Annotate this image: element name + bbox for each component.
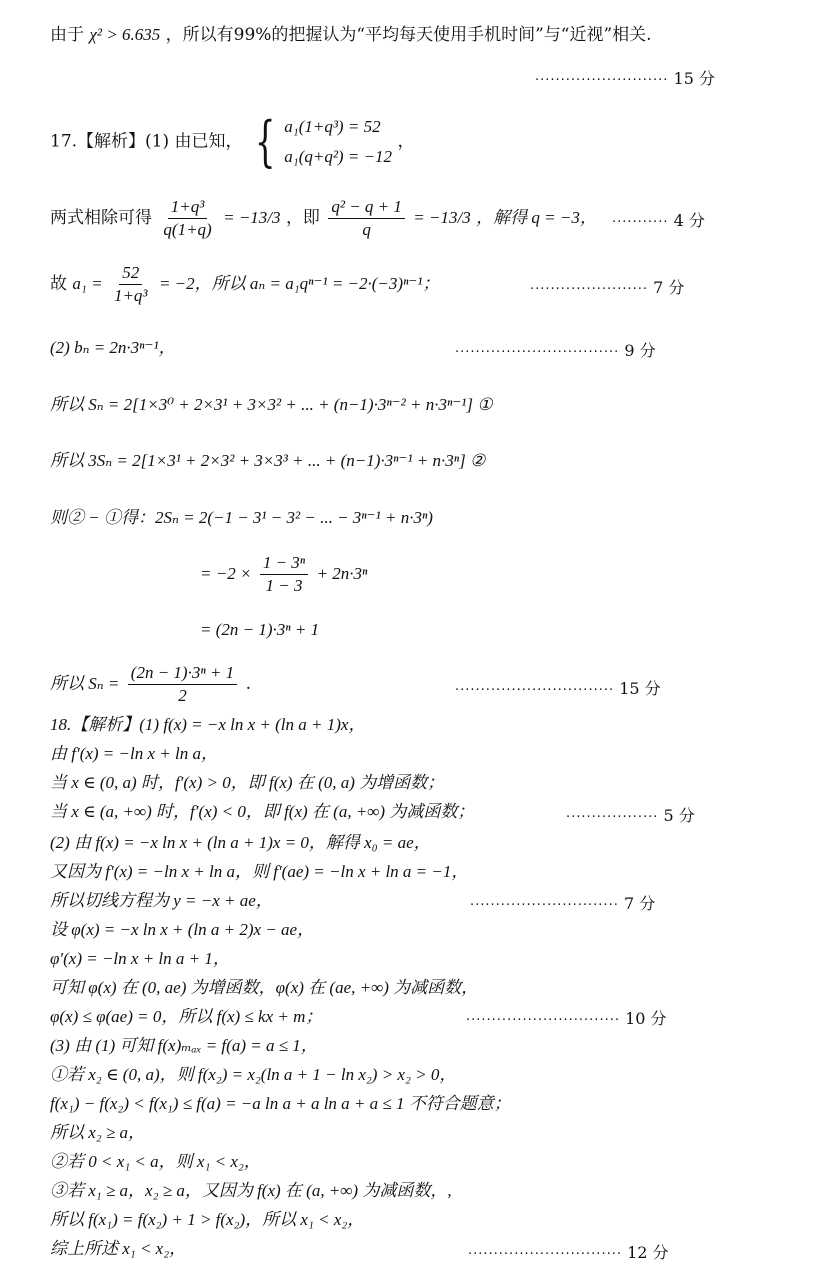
sn-final-end: .: [245, 674, 251, 694]
score-row: ······························ 10 分: [466, 1009, 667, 1028]
sn-eq-4-post: + 2n·3ⁿ: [316, 564, 368, 583]
sn-eq-4-den: 1 − 3: [265, 576, 303, 595]
score-row: ··········· 4 分: [612, 211, 705, 230]
q18-line-12: (3) 由 (1) 可知 f(x)ₘₐₓ = f(a) = a ≤ 1，: [50, 1036, 318, 1055]
equiv-fraction: [328, 196, 405, 241]
q18-line-2: 由 f′(x) = −ln x + ln a，: [50, 744, 218, 763]
score-10: 10 分: [625, 1009, 667, 1028]
q17-divide-line: [50, 196, 597, 241]
divide-text: 两式相除可得: [50, 208, 152, 228]
score-7-b: 7 分: [623, 894, 656, 913]
q18-line-14: f(x₁) − f(x₂) < f(x₁) ≤ f(a) = −a ln a + a ln a + a ≤ 1 不符合题意；: [50, 1094, 511, 1113]
sn-eq-1: 所以 Sₙ = 2[1×3⁰ + 2×3¹ + 3×3² + ... + (n−1)·3ⁿ⁻² + n·3ⁿ⁻¹] ①: [50, 395, 493, 414]
q17-part2: [50, 337, 176, 359]
sn-eq-4-pre: = −2 ×: [200, 564, 252, 583]
q17-head: 17.【解析】(1) 由已知，: [50, 131, 243, 152]
score-4: 4 分: [673, 211, 705, 230]
intro-text-before: 由于: [50, 25, 84, 45]
intro-line: [50, 24, 652, 46]
a1-text: 故: [50, 274, 67, 294]
q18-line-1: 18.【解析】(1) f(x) = −x ln x + (ln a + 1)x，: [50, 715, 366, 734]
sn-eq-5: = (2n − 1)·3ⁿ + 1: [200, 620, 320, 639]
sn-final-line: [50, 662, 251, 707]
sn-final-fraction: [128, 662, 237, 707]
divide-rhs: = −13/3: [223, 208, 281, 227]
score-7-a: 7 分: [653, 278, 685, 297]
score-15-a: 15 分: [673, 69, 715, 88]
score-row: ·························· 15 分: [535, 69, 715, 88]
divide-mid: ，即: [285, 208, 320, 228]
q17-head-line: 17.【解析】(1) 由已知， { a₁(1+q³) = 52 a₁(q+q²) = −12 ，: [50, 110, 415, 173]
bn-formula: (2) bₙ = 2n·3ⁿ⁻¹，: [50, 338, 176, 357]
q18-line-15: 所以 x₂ ≥ a，: [50, 1123, 146, 1142]
q18-line-8: 设 φ(x) = −x ln x + (ln a + 2)x − ae，: [50, 920, 315, 939]
q18-line-16: ②若 0 < x₁ < a，则 x₁ < x₂，: [50, 1152, 261, 1171]
q18-line-18: 所以 f(x₁) = f(x₂) + 1 > f(x₂)，所以 x₁ < x₂，: [50, 1210, 365, 1229]
system-eq-1: a₁(1+q³) = 52: [284, 117, 381, 136]
equiv-num: q² − q + 1: [328, 196, 405, 219]
solve-q: ，解得 q = −3，: [476, 208, 597, 227]
q18-line-9: φ′(x) = −ln x + ln a + 1，: [50, 949, 230, 968]
q18-line-11: φ(x) ≤ φ(ae) = 0，所以 f(x) ≤ kx + m；: [50, 1007, 323, 1026]
equiv-rhs: = −13/3: [413, 208, 471, 227]
system-eq-2: a₁(q+q²) = −12: [284, 147, 393, 166]
chi-square-formula: χ² > 6.635: [89, 25, 161, 44]
a1-lhs: a₁ =: [72, 274, 103, 293]
sn-final-den: 2: [178, 686, 187, 705]
sn-eq-3: 则② − ①得：2Sₙ = 2(−1 − 3¹ − 3² − ... − 3ⁿ⁻¹ + n·3ⁿ): [50, 508, 433, 527]
q18-line-13: ①若 x₂ ∈ (0, a)，则 f(x₂) = x₂(ln a + 1 − ln x₂) > x₂ > 0，: [50, 1065, 457, 1084]
score-15-b: 15 分: [619, 679, 661, 698]
divide-num: 1+q³: [168, 196, 208, 219]
score-row: ····························· 7 分: [470, 894, 656, 913]
score-row: ·················· 5 分: [566, 806, 695, 825]
a1-num: 52: [119, 262, 142, 285]
sn-eq-4: [200, 552, 367, 597]
score-5: 5 分: [663, 806, 695, 825]
a1-den: 1+q³: [113, 286, 148, 305]
q18-line-7: 所以切线方程为 y = −x + ae，: [50, 891, 273, 910]
sn-eq-2: 所以 3Sₙ = 2[1×3¹ + 2×3² + 3×3³ + ... + (n−1)·3ⁿ⁻¹ + n·3ⁿ] ②: [50, 451, 486, 470]
score-row: ································ 9 分: [455, 341, 656, 360]
q18-line-19: 综上所述 x₁ < x₂，: [50, 1239, 187, 1258]
q17-a1-line: [50, 262, 440, 307]
equation-system: { a₁(1+q³) = 52 a₁(q+q²) = −12: [254, 110, 393, 173]
score-row: ······························ 12 分: [468, 1243, 669, 1262]
a1-fraction: [111, 262, 151, 307]
q18-line-10: 可知 φ(x) 在 (0, ae) 为增函数，φ(x) 在 (ae, +∞) 为减函数，: [50, 978, 479, 997]
q18-line-6: 又因为 f′(x) = −ln x + ln a，则 f′(ae) = −ln x + ln a = −1，: [50, 862, 469, 881]
q18-line-5: (2) 由 f(x) = −x ln x + (ln a + 1)x = 0，解得 x₀ = ae，: [50, 833, 431, 852]
equiv-den: q: [362, 220, 371, 239]
score-12: 12 分: [627, 1243, 669, 1262]
divide-fraction: [160, 196, 214, 241]
intro-text-after: ，所以有99%的把握认为“平均每天使用手机时间”与“近视”相关.: [165, 25, 652, 45]
sn-eq-4-fraction: [260, 552, 308, 597]
q18-line-4: 当 x ∈ (a, +∞) 时，f′(x) < 0，即 f(x) 在 (a, +∞) 为减函数；: [50, 802, 475, 821]
score-9: 9 分: [624, 341, 656, 360]
sn-final-num: (2n − 1)·3ⁿ + 1: [128, 662, 237, 685]
a1-rhs: = −2，所以 aₙ = a₁qⁿ⁻¹ = −2·(−3)ⁿ⁻¹；: [158, 274, 440, 293]
score-row: ······················· 7 分: [530, 278, 685, 297]
q18-line-3: 当 x ∈ (0, a) 时，f′(x) > 0，即 f(x) 在 (0, a) 为增函数；: [50, 773, 445, 792]
sn-final-lhs: 所以 Sₙ =: [50, 674, 120, 693]
score-row: ······························· 15 分: [455, 679, 661, 698]
q18-line-17: ③若 x₁ ≥ a，x₂ ≥ a，又因为 f(x) 在 (a, +∞) 为减函数，,: [50, 1181, 452, 1200]
sn-eq-4-num: 1 − 3ⁿ: [260, 552, 308, 575]
divide-den: q(1+q): [163, 220, 212, 239]
